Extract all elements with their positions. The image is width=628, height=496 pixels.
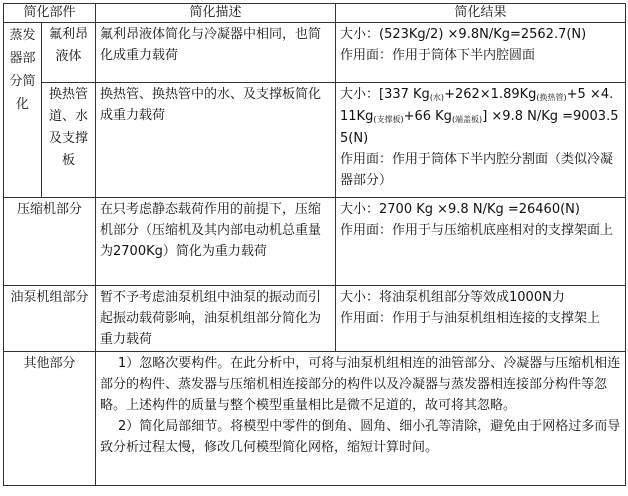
others-label: 其他部分 [4,352,96,486]
others-item-1: 1）忽略次要构件。在此分析中，可将与油泵机组相连的油管部分、冷凝器与压缩机相连部分的构件、蒸发器与压缩机相连接部分的构件以及冷凝器与蒸发器相连接部分构件等忽略。上述构件的质量与整个模型重量相比是微不足道的，故可将其忽略。 [100,356,621,413]
result-surface: 作用面：作用于筒体下半内腔圆面 [340,48,536,63]
result-size: 大小：[337 $Kg_{(水)}+262\times 1.89Kg_{(换热管)}+5 \times 4.11Kg_{(支撑板)}+66$ $Kg_{(端盖板)}] \times 9.8$ N/Kg =9003.55(N) [340,87,619,146]
header-desc: 简化描述 [96,4,336,23]
result-size: 大小：将油泵机组部分等效成1000N力 [340,290,565,305]
compressor-label: 压缩机部分 [4,198,96,286]
result-size: 大小：(523Kg/2) ×9.8N/Kg=2562.7(N) [340,27,587,42]
table-row [4,198,626,286]
oilpump-label: 油泵机组部分 [4,286,96,352]
evaporator-freon-desc: 氟利昂液体简化与冷凝器中相同，也简化成重力载荷 [96,23,336,83]
table-row [4,286,626,352]
evaporator-tubes-desc: 换热管、换热管中的水、及支撑板简化成重力载荷 [96,83,336,198]
result-surface: 作用面：作用于与油泵机组相连接的支撑架上 [340,311,601,326]
oilpump-desc: 暂不予考虑油泵机组中油泵的振动而引起振动载荷影响，油泵机组部分简化为重力载荷 [96,286,336,352]
evaporator-freon-result [336,23,626,83]
subscript-tube: (换热管) [536,93,567,102]
evaporator-sub-freon: 氟利昂液体 [42,23,96,83]
others-item-2: 2）简化局部细节。将模型中零件的倒角、圆角、细小孔等清除，避免由于网格过多而导致分析过程太慢，修改几何模型简化网格，缩短计算时间。 [100,419,621,455]
result-surface: 作用面：作用于与压缩机底座相对的支撑架面上 [340,223,614,238]
compressor-desc: 在只考虑静态载荷作用的前提下，压缩机部分（压缩机及其内部电动机总重量为2700Kg）简化为重力载荷 [96,198,336,286]
subscript-cover: (端盖板) [451,115,483,124]
evaporator-sub-tubes: 换热管道、水及支撑板 [42,83,96,198]
table-row [4,83,626,198]
table-row [4,352,626,486]
others-content [96,352,626,486]
compressor-result [336,198,626,286]
header-part: 简化部件 [4,4,96,23]
result-size: 大小：2700 Kg ×9.8 N/Kg =26460(N) [340,202,580,217]
table-row [4,23,626,83]
header-result: 简化结果 [336,4,626,23]
subscript-water: (水) [429,93,445,102]
subscript-plate: (支撑板) [373,115,404,124]
evaporator-tubes-result [336,83,626,198]
simplification-table [3,3,626,486]
result-surface: 作用面：作用于筒体下半内腔分割面（类似冷凝器部分） [340,152,614,188]
header-row [4,4,626,23]
evaporator-group-label: 蒸发器部分简化 [4,23,42,198]
oilpump-result [336,286,626,352]
